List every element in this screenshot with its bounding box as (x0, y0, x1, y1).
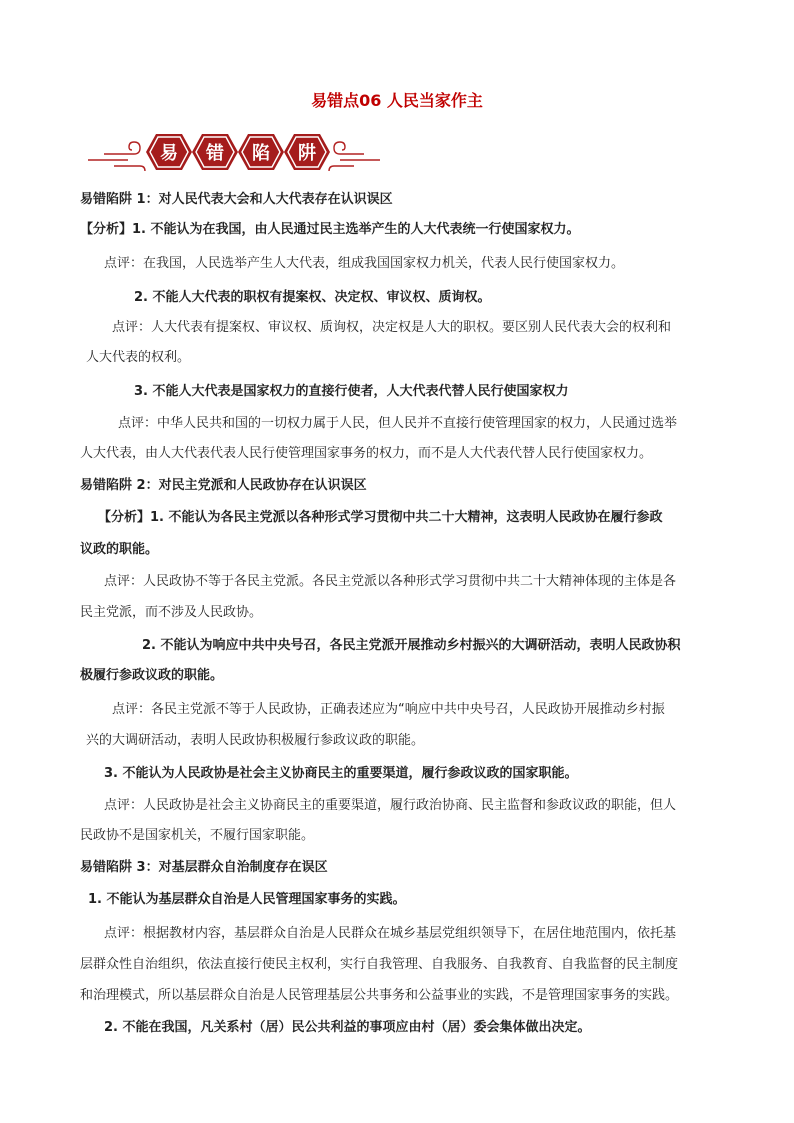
comment-line: 兴的大调研活动，表明人民政协积极履行参政议政的职能。 (86, 733, 425, 748)
analysis-line: 【分析】1. 不能认为各民主党派以各种形式学习贯彻中共二十大精神，这表明人民政协在履行参政 (98, 510, 663, 525)
comment-line: 民政协不是国家机关，不履行国家职能。 (80, 828, 315, 843)
point-line: 3. 不能认为人民政协是社会主义协商民主的重要渠道，履行参政议政的国家职能。 (104, 766, 578, 781)
point-line: 3. 不能人大代表是国家权力的直接行使者，人大代表代替人民行使国家权力 (134, 384, 569, 399)
trap-heading-2: 易错陷阱 2：对民主党派和人民政协存在认识误区 (80, 478, 367, 493)
comment-line: 人大代表的权利。 (86, 350, 191, 365)
comment-line: 点评：人民政协是社会主义协商民主的重要渠道，履行政治协商、民主监督和参政议政的职能，但人 (104, 798, 677, 813)
banner-char-3: 陷 (252, 143, 270, 164)
analysis-line: 议政的职能。 (80, 542, 159, 557)
banner-char-2: 错 (206, 143, 224, 164)
right-cloud-ornament (329, 142, 380, 171)
comment-line: 点评：根据教材内容，基层群众自治是人民群众在城乡基层党组织领导下，在居住地范围内，依托基 (104, 926, 677, 941)
comment-line: 点评：人大代表有提案权、审议权、质询权，决定权是人大的职权。要区别人民代表大会的权利和 (112, 320, 672, 335)
comment-line: 民主党派，而不涉及人民政协。 (80, 605, 263, 620)
point-line: 极履行参政议政的职能。 (80, 668, 224, 683)
comment-line: 点评：在我国，人民选举产生人大代表，组成我国国家权力机关，代表人民行使国家权力。 (104, 256, 625, 271)
comment-line: 点评：中华人民共和国的一切权力属于人民，但人民并不直接行使管理国家的权力，人民通过选举 (118, 416, 678, 431)
left-cloud-ornament (88, 142, 145, 171)
point-line: 2. 不能认为响应中共中央号召，各民主党派开展推动乡村振兴的大调研活动，表明人民政协积 (142, 638, 681, 653)
banner-char-4: 阱 (298, 143, 316, 164)
point-line: 2. 不能在我国，凡关系村（居）民公共利益的事项应由村（居）委会集体做出决定。 (104, 1020, 591, 1035)
comment-line: 和治理模式，所以基层群众自治是人民管理基层公共事务和公益事业的实践，不是管理国家事务的实践。 (80, 988, 679, 1003)
trap-heading-1: 易错陷阱 1：对人民代表大会和人大代表存在认识误区 (80, 192, 393, 207)
comment-line: 点评：各民主党派不等于人民政协，正确表述应为“响应中共中央号召，人民政协开展推动乡村振 (112, 702, 665, 717)
page-title: 易错点06 人民当家作主 (311, 91, 483, 110)
comment-line: 人大代表，由人大代表代表人民行使管理国家事务的权力，而不是人大代表代替人民行使国家权力。 (80, 446, 653, 461)
banner-char-1: 易 (160, 143, 178, 164)
analysis-line: 【分析】1. 不能认为在我国，由人民通过民主选举产生的人大代表统一行使国家权力。 (80, 222, 580, 237)
comment-line: 点评：人民政协不等于各民主党派。各民主党派以各种形式学习贯彻中共二十大精神体现的主体是各 (104, 574, 677, 589)
section-banner (84, 124, 384, 180)
trap-heading-3: 易错陷阱 3：对基层群众自治制度存在误区 (80, 860, 328, 875)
point-line: 1. 不能认为基层群众自治是人民管理国家事务的实践。 (88, 892, 406, 907)
comment-line: 层群众性自治组织，依法直接行使民主权利，实行自我管理、自我服务、自我教育、自我监督的民主制度 (80, 957, 679, 972)
point-line: 2. 不能人大代表的职权有提案权、决定权、审议权、质询权。 (134, 290, 491, 305)
